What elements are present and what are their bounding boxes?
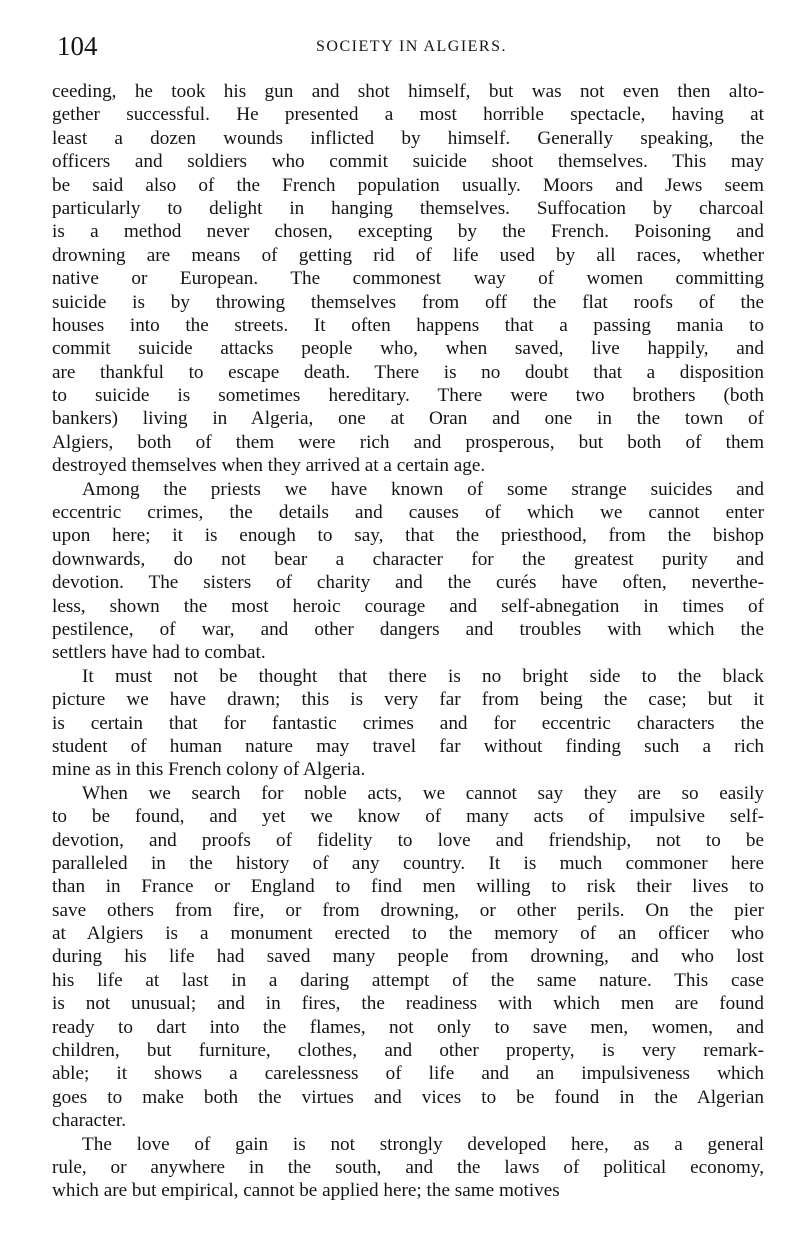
text-line: devotion. The sisters of charity and the curés have often, neverthe- <box>52 572 764 594</box>
text-line: goes to make both the virtues and vices to be found in the Algerian <box>52 1086 764 1108</box>
text-line: than in France or England to find men willing to risk their lives to <box>52 876 764 898</box>
text-line: ceeding, he took his gun and shot himself, but was not even then alto- <box>52 81 764 102</box>
paragraph <box>52 665 764 782</box>
text-line: to be found, and yet we know of many acts of impulsive self- <box>52 806 764 828</box>
text-line: less, shown the most heroic courage and self-abnegation in times of <box>52 595 764 617</box>
page-number: 104 <box>57 31 98 61</box>
text-line: to suicide is sometimes hereditary. There were two brothers (both <box>52 385 764 407</box>
text-line: houses into the streets. It often happens that a passing mania to <box>52 314 764 336</box>
text-line: drowning are means of getting rid of life used by all races, whether <box>52 244 764 266</box>
text-line: is a method never chosen, excepting by the French. Poisoning and <box>52 221 764 243</box>
text-line: pestilence, of war, and other dangers and troubles with which the <box>52 618 764 640</box>
text-line: least a dozen wounds inflicted by himself. Generally speaking, the <box>52 127 764 149</box>
text-line: children, but furniture, clothes, and other property, is very remark- <box>52 1040 764 1062</box>
text-line: rule, or anywhere in the south, and the laws of political economy, <box>52 1156 764 1178</box>
paragraph <box>52 478 764 665</box>
text-line: suicide is by throwing themselves from off the flat roofs of the <box>52 291 764 313</box>
text-line: native or European. The commonest way of women committing <box>52 268 764 290</box>
text-line: ready to dart into the flames, not only to save men, women, and <box>52 1016 764 1038</box>
text-line: his life at last in a daring attempt of the same nature. This case <box>52 969 764 991</box>
text-line: settlers have had to combat. <box>52 642 266 664</box>
text-line: able; it shows a carelessness of life and an impulsiveness which <box>52 1063 764 1085</box>
text-line: When we search for noble acts, we cannot say they are so easily <box>82 782 764 804</box>
text-line: particularly to delight in hanging themselves. Suffocation by charcoal <box>52 197 764 219</box>
paragraph <box>52 80 764 478</box>
text-line: during his life had saved many people from drowning, and who lost <box>52 946 764 968</box>
text-line: is certain that for fantastic crimes and for eccentric characters the <box>52 712 764 734</box>
text-line: student of human nature may travel far without finding such a rich <box>52 735 764 757</box>
text-line: commit suicide attacks people who, when saved, live happily, and <box>52 338 764 360</box>
page-header <box>57 30 766 66</box>
text-line: Algiers, both of them were rich and prosperous, but both of them <box>52 431 764 453</box>
text-line: picture we have drawn; this is very far from being the case; but it <box>52 689 764 711</box>
text-line: upon here; it is enough to say, that the priesthood, from the bishop <box>52 525 764 547</box>
paragraph <box>52 782 764 1133</box>
text-line: The love of gain is not strongly developed here, as a general <box>82 1133 764 1155</box>
text-line: are thankful to escape death. There is no doubt that a disposition <box>52 361 764 383</box>
body-text <box>52 80 764 1203</box>
text-line: devotion, and proofs of fidelity to love and friendship, not to be <box>52 829 764 851</box>
text-line: mine as in this French colony of Algeria. <box>52 759 366 781</box>
running-head: SOCIETY IN ALGIERS. <box>315 38 507 55</box>
text-line: eccentric crimes, the details and causes of which we cannot enter <box>52 502 764 524</box>
text-line: save others from fire, or from drowning, or other perils. On the pier <box>52 899 764 921</box>
text-line: downwards, do not bear a character for the greatest purity and <box>52 548 764 570</box>
text-line: character. <box>52 1110 127 1132</box>
text-line: bankers) living in Algeria, one at Oran and one in the town of <box>52 408 764 430</box>
text-line: destroyed themselves when they arrived at a certain age. <box>52 455 486 477</box>
paragraph <box>52 1133 764 1203</box>
text-line: officers and soldiers who commit suicide shoot themselves. This may <box>52 151 764 173</box>
text-line: gether successful. He presented a most horrible spectacle, having at <box>52 104 764 126</box>
text-line: paralleled in the history of any country. It is much commoner here <box>52 852 764 874</box>
text-line: Among the priests we have known of some strange suicides and <box>82 478 764 500</box>
text-line: It must not be thought that there is no bright side to the black <box>82 665 764 687</box>
text-line: be said also of the French population usually. Moors and Jews seem <box>52 174 764 196</box>
text-line: which are but empirical, cannot be applied here; the same motives <box>52 1180 560 1202</box>
text-line: at Algiers is a monument erected to the memory of an officer who <box>52 923 764 945</box>
text-line: is not unusual; and in fires, the readiness with which men are found <box>52 993 764 1015</box>
